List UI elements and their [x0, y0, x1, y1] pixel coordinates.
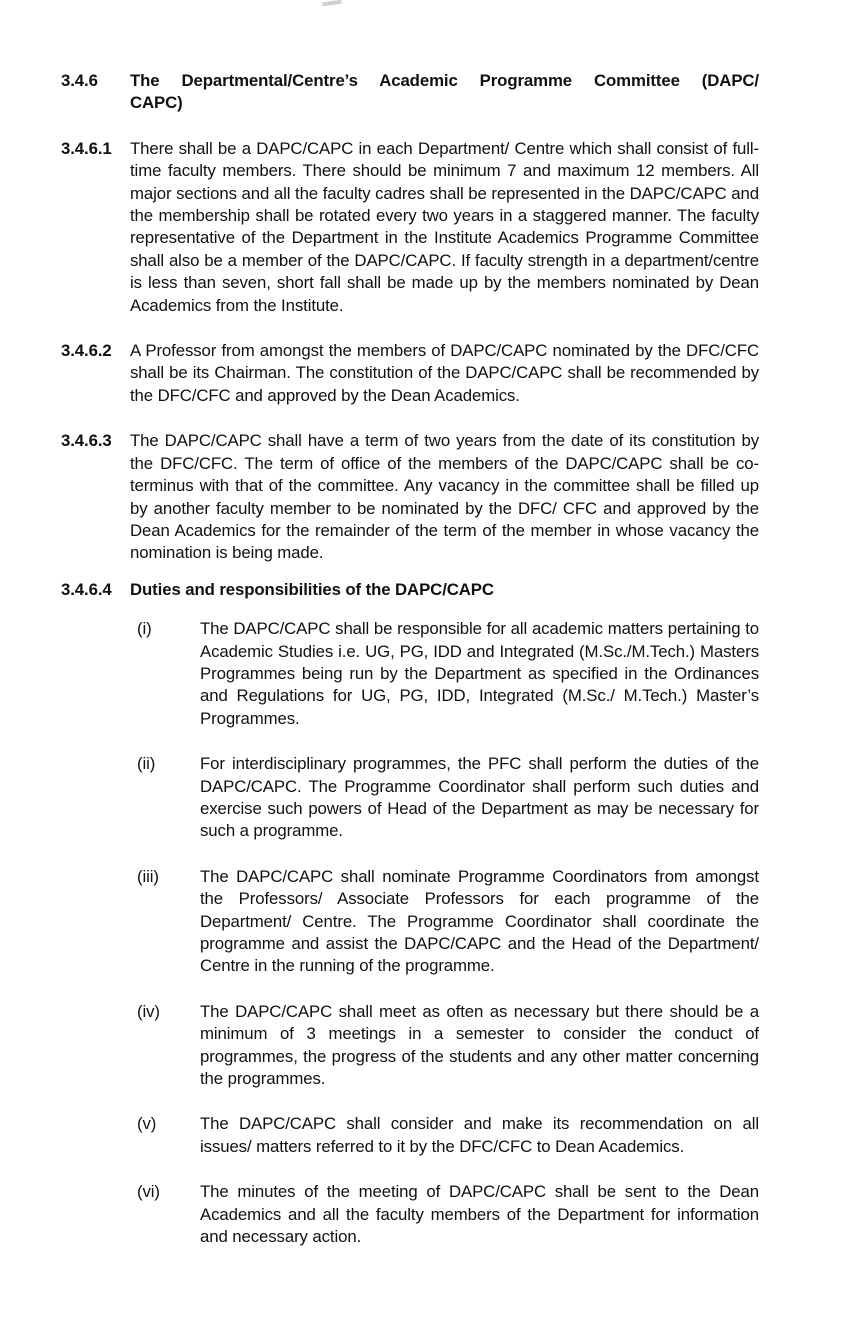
paragraph-text: The DAPC/CAPC shall have a term of two years from the date of its constitution by the DFC/CFC. The term of office of the members of the DAPC/CAPC shall be co-terminus with that of the committee. Any vacancy in the committee shall be filled up by another faculty member to be nominated by the DFC/ CFC and approved by the Dean Academics for the remainder of the term of the member in whose vacancy the nomination is being made.: [130, 431, 759, 563]
list-item-text: The minutes of the meeting of DAPC/CAPC shall be sent to the Dean Academics and all the faculty members of the Department for information and necessary action.: [200, 1182, 759, 1247]
section-heading: [130, 70, 759, 115]
section-3-4-6: [61, 70, 759, 115]
section-3-4-6-2: [61, 340, 759, 407]
paragraph-text: There shall be a DAPC/CAPC in each Department/ Centre which shall consist of full-time faculty members. There should be minimum 7 and maximum 12 members. All major sections and all the faculty cadres shall be represented in the DAPC/CAPC and the membership shall be rotated every two years in a staggered manner. The faculty representative of the Department in the Institute Academics Programme Committee shall also be a member of the DAPC/CAPC. If faculty strength in a department/centre is less than seven, short fall shall be made up by the members nominated by Dean Academics from the Institute.: [130, 138, 759, 315]
section-heading-line-1: The Departmental/Centre’s Academic Programme Committee (DAPC/: [130, 71, 759, 90]
section-number: 3.4.6.1: [61, 138, 112, 158]
section-heading: Duties and responsibilities of the DAPC/CAPC: [130, 579, 494, 599]
section-number: 3.4.6.2: [61, 341, 112, 361]
list-item-v: [130, 1113, 759, 1158]
section-number: 3.4.6.3: [61, 431, 112, 451]
list-item-ii: [130, 753, 759, 843]
section-heading-line-2: CAPC): [130, 93, 183, 113]
list-item-vi: [130, 1181, 759, 1248]
list-item-i: [130, 618, 759, 730]
list-item-iii: [130, 866, 759, 978]
paragraph-text: A Professor from amongst the members of DAPC/CAPC nominated by the DFC/CFC shall be its Chairman. The constitution of the DAPC/CAPC shall be recommended by the DFC/CFC and approved by the Dean Academics.: [130, 341, 759, 405]
list-item-label: (iii): [137, 866, 159, 886]
list-item-label: (v): [137, 1114, 157, 1134]
list-item-iv: [130, 1001, 759, 1091]
section-number: 3.4.6: [61, 71, 98, 90]
list-item-label: (iv): [137, 1001, 160, 1021]
list-item-label: (i): [137, 619, 152, 639]
section-number: 3.4.6.4: [61, 579, 112, 599]
list-item-label: (vi): [137, 1182, 160, 1202]
duties-list: [130, 601, 759, 1248]
list-item-text: The DAPC/CAPC shall be responsible for all academic matters pertaining to Academic Studies i.e. UG, PG, IDD and Integrated (M.Sc./M.Tech.) Masters Programmes being run by the Department as specified in the Ordinances and Regulations for UG, PG, IDD, Integrated (M.Sc./ M.Tech.) Master’s Programmes.: [200, 619, 759, 728]
list-item-text: The DAPC/CAPC shall consider and make its recommendation on all issues/ matters referred to it by the DFC/CFC to Dean Academics.: [200, 1114, 759, 1156]
section-3-4-6-4: [61, 579, 759, 601]
list-item-text: For interdisciplinary programmes, the PFC shall perform the duties of the DAPC/CAPC. The Programme Coordinator shall perform such duties and exercise such powers of Head of the Department as may be necessary for such a programme.: [200, 754, 759, 841]
section-3-4-6-1: [61, 138, 759, 317]
list-item-text: The DAPC/CAPC shall meet as often as necessary but there should be a minimum of 3 meetings in a semester to consider the conduct of programmes, the progress of the students and any other matter concerning the programmes.: [200, 1001, 759, 1089]
list-item-label: (ii): [137, 754, 156, 774]
scan-artifact: [322, 0, 342, 6]
list-item-text: The DAPC/CAPC shall nominate Programme Coordinators from amongst the Professors/ Associate Professors for each programme of the Department/ Centre. The Programme Coordinator shall coordinate the programme and assist the DAPC/CAPC and the Head of the Department/ Centre in the running of the programme.: [200, 866, 759, 976]
duties-list-block: [61, 601, 759, 1248]
section-3-4-6-3: [61, 430, 759, 564]
